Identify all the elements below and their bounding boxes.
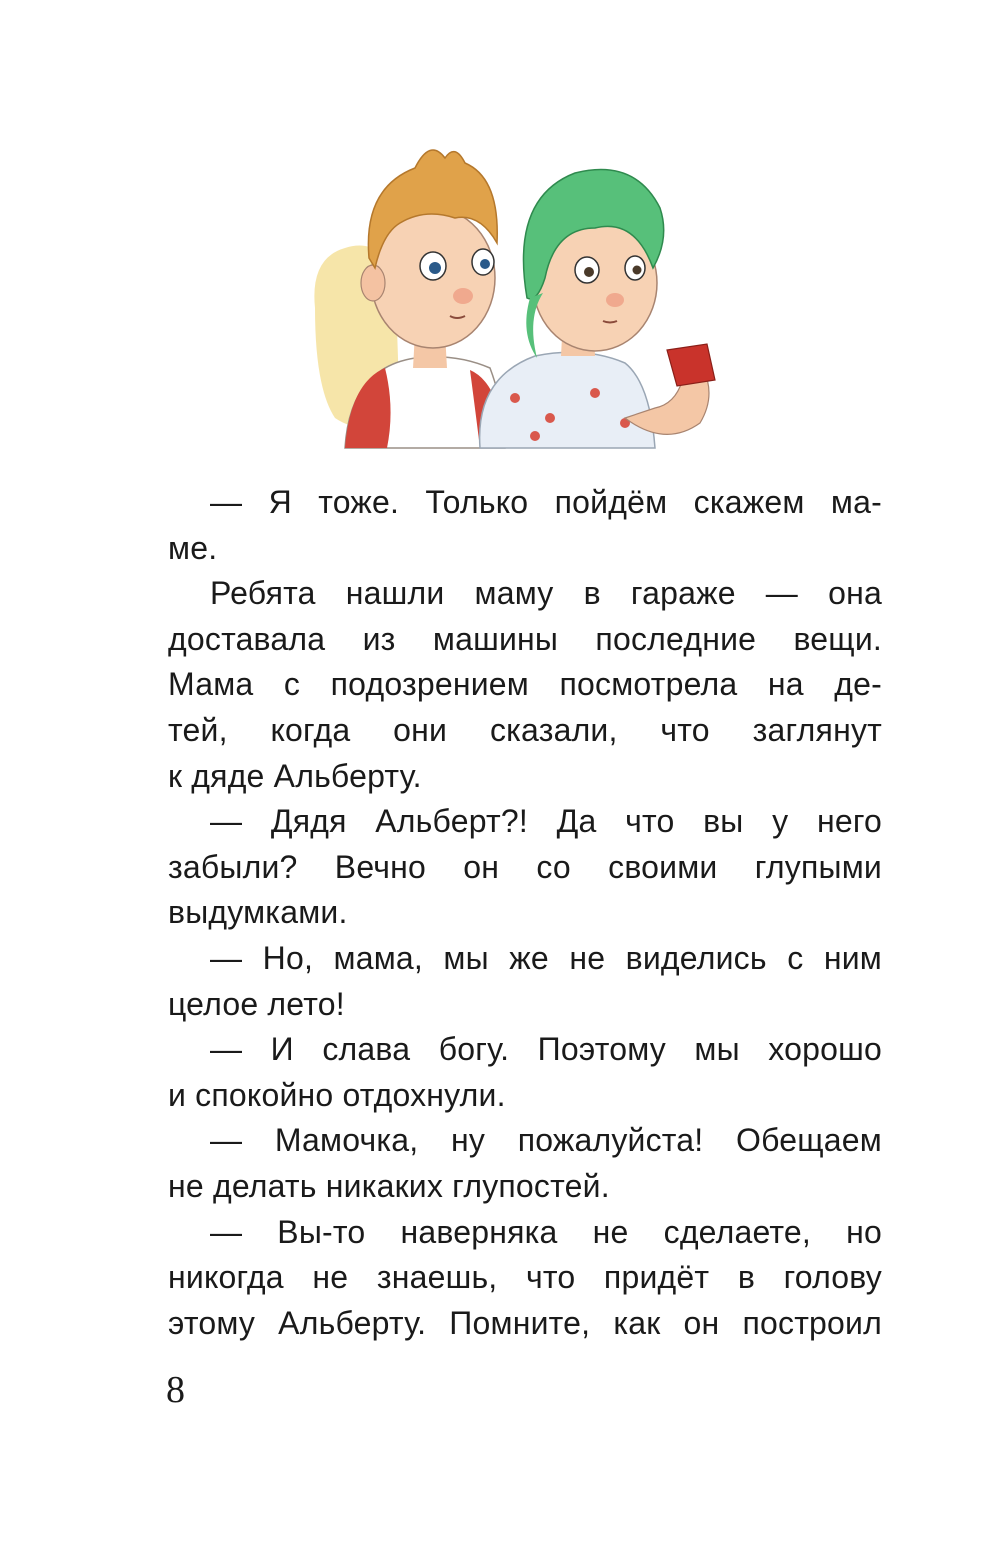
text-line: ме. (168, 529, 218, 566)
paragraph (168, 1027, 882, 1118)
paragraph (168, 1210, 882, 1347)
paragraph (168, 936, 882, 1027)
text-line: к дяде Альберту. (168, 757, 422, 794)
text-line: доставала из машины последние вещи. (168, 620, 882, 657)
text-line: целое лето! (168, 985, 345, 1022)
illustration-two-children (305, 118, 735, 468)
text-line: Ребята нашли маму в гараже — она (210, 575, 882, 612)
paragraph (168, 799, 882, 936)
paragraph (168, 480, 882, 571)
text-line: никогда не знаешь, что придёт в голову (168, 1259, 882, 1296)
text-line: — Я тоже. Только пойдём скажем ма- (210, 484, 882, 520)
page-number: 8 (166, 1369, 185, 1411)
paragraph (168, 1118, 882, 1209)
text-line: — Но, мама, мы же не виделись с ним (210, 939, 882, 976)
text-line: этому Альберту. Помните, как он построил (168, 1304, 882, 1341)
text-line: выдумками. (168, 894, 348, 931)
paragraph (168, 571, 882, 799)
text-line: тей, когда они сказали, что заглянут (168, 711, 882, 748)
text-line: — И слава богу. Поэтому мы хорошо (210, 1031, 882, 1068)
text-line: не делать никаких глупостей. (168, 1167, 610, 1204)
text-line: — Мамочка, ну пожалуйста! Обещаем (210, 1122, 882, 1159)
text-line: и спокойно отдохнули. (168, 1076, 506, 1113)
story-text (168, 480, 882, 1346)
text-line: — Дядя Альберт?! Да что вы у него (210, 803, 882, 840)
text-line: Мама с подозрением посмотрела на де- (168, 666, 882, 703)
text-line: забыли? Вечно он со своими глупыми (168, 848, 882, 885)
text-line: — Вы-то наверняка не сделаете, но (210, 1213, 882, 1250)
